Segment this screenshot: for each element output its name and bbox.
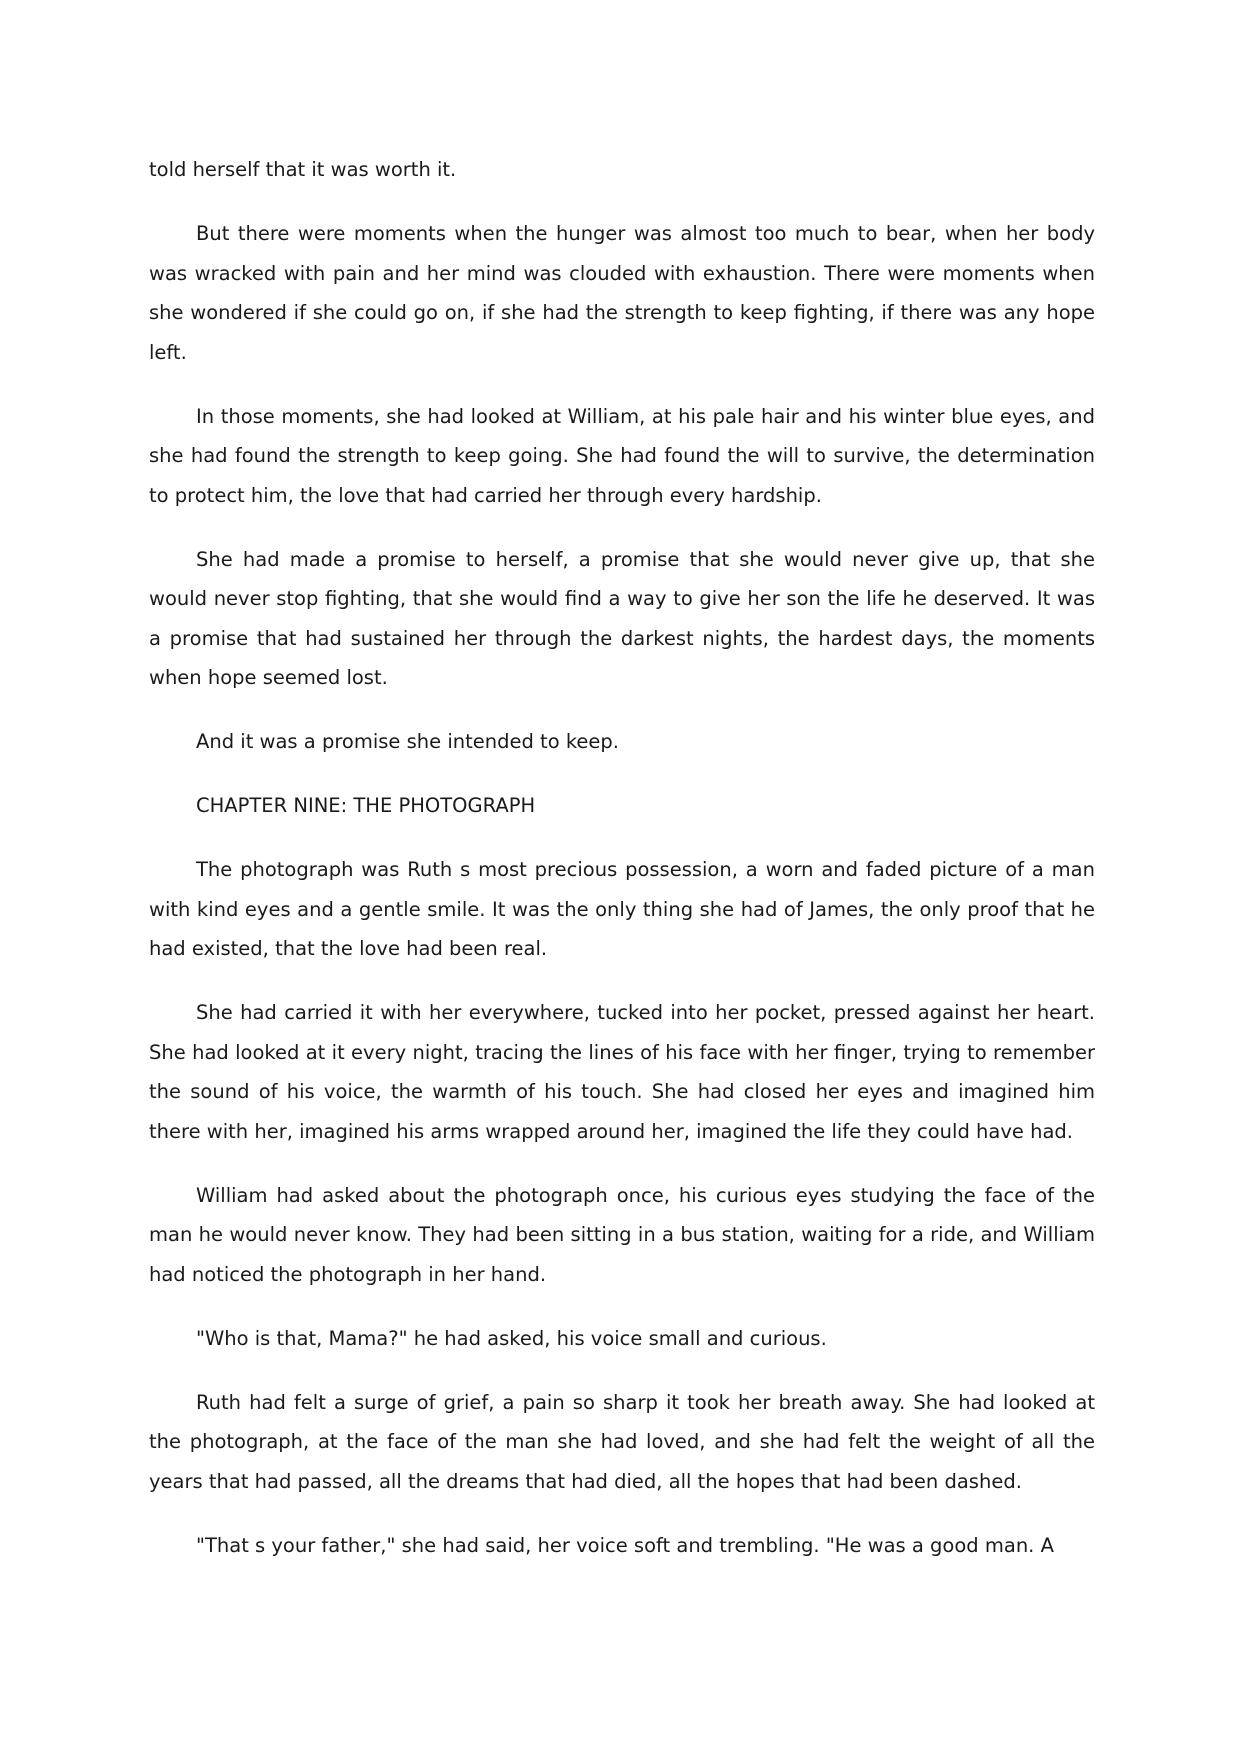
paragraph-grief: Ruth had felt a surge of grief, a pain so sharp it took her breath away. She had looked at the photograph, at the face of the man she had loved, and she had felt the weight of all the years that had passed, all the dreams that had died, all the hopes that had been dashed. <box>149 1390 1095 1493</box>
paragraph-hunger: But there were moments when the hunger was almost too much to bear, when her body was wracked with pain and her mind was clouded with exhaustion. There were moments when she wondered if she could go on, if she had the strength to keep fighting, if there was any hope left. <box>149 222 1095 364</box>
paragraph-photograph: The photograph was Ruth s most precious possession, a worn and faded picture of a man with kind eyes and a gentle smile. It was the only thing she had of James, the only proof that he had existed, that the love had been real. <box>149 858 1095 960</box>
paragraph-carried: She had carried it with her everywhere, tucked into her pocket, pressed against her heart. She had looked at it every night, tracing the lines of his face with her finger, trying to remember the sound of his voice, the warmth of his touch. She had closed her eyes and imagined him there with her, imagined his arms wrapped around her, imagined the life they could have had. <box>149 1001 1095 1143</box>
paragraph-promise: She had made a promise to herself, a promise that she would never give up, that she would never stop fighting, that she would find a way to give her son the life he deserved. It was a promise that had sustained her through the darkest nights, the hardest days, the moments when hope seemed lost. <box>149 547 1095 689</box>
body-text <box>149 150 1095 1565</box>
paragraph-continuation: told herself that it was worth it. <box>149 158 457 181</box>
paragraph-dialogue-answer: "That s your father," she had said, her voice soft and trembling. "He was a good man. A <box>196 1533 1054 1557</box>
paragraph-dialogue-question: "Who is that, Mama?" he had asked, his voice small and curious. <box>196 1326 827 1350</box>
chapter-heading: CHAPTER NINE: THE PHOTOGRAPH <box>196 794 536 817</box>
paragraph-william-asked: William had asked about the photograph once, his curious eyes studying the face of the man he would never know. They had been sitting in a bus station, waiting for a ride, and William had noticed the photograph in her hand. <box>149 1183 1095 1286</box>
paragraph-william-strength: In those moments, she had looked at William, at his pale hair and his winter blue eyes, and she had found the strength to keep going. She had found the will to survive, the determination to protect him, the love that had carried her through every hardship. <box>149 404 1095 507</box>
paragraph-intended-keep: And it was a promise she intended to keep. <box>196 730 619 753</box>
